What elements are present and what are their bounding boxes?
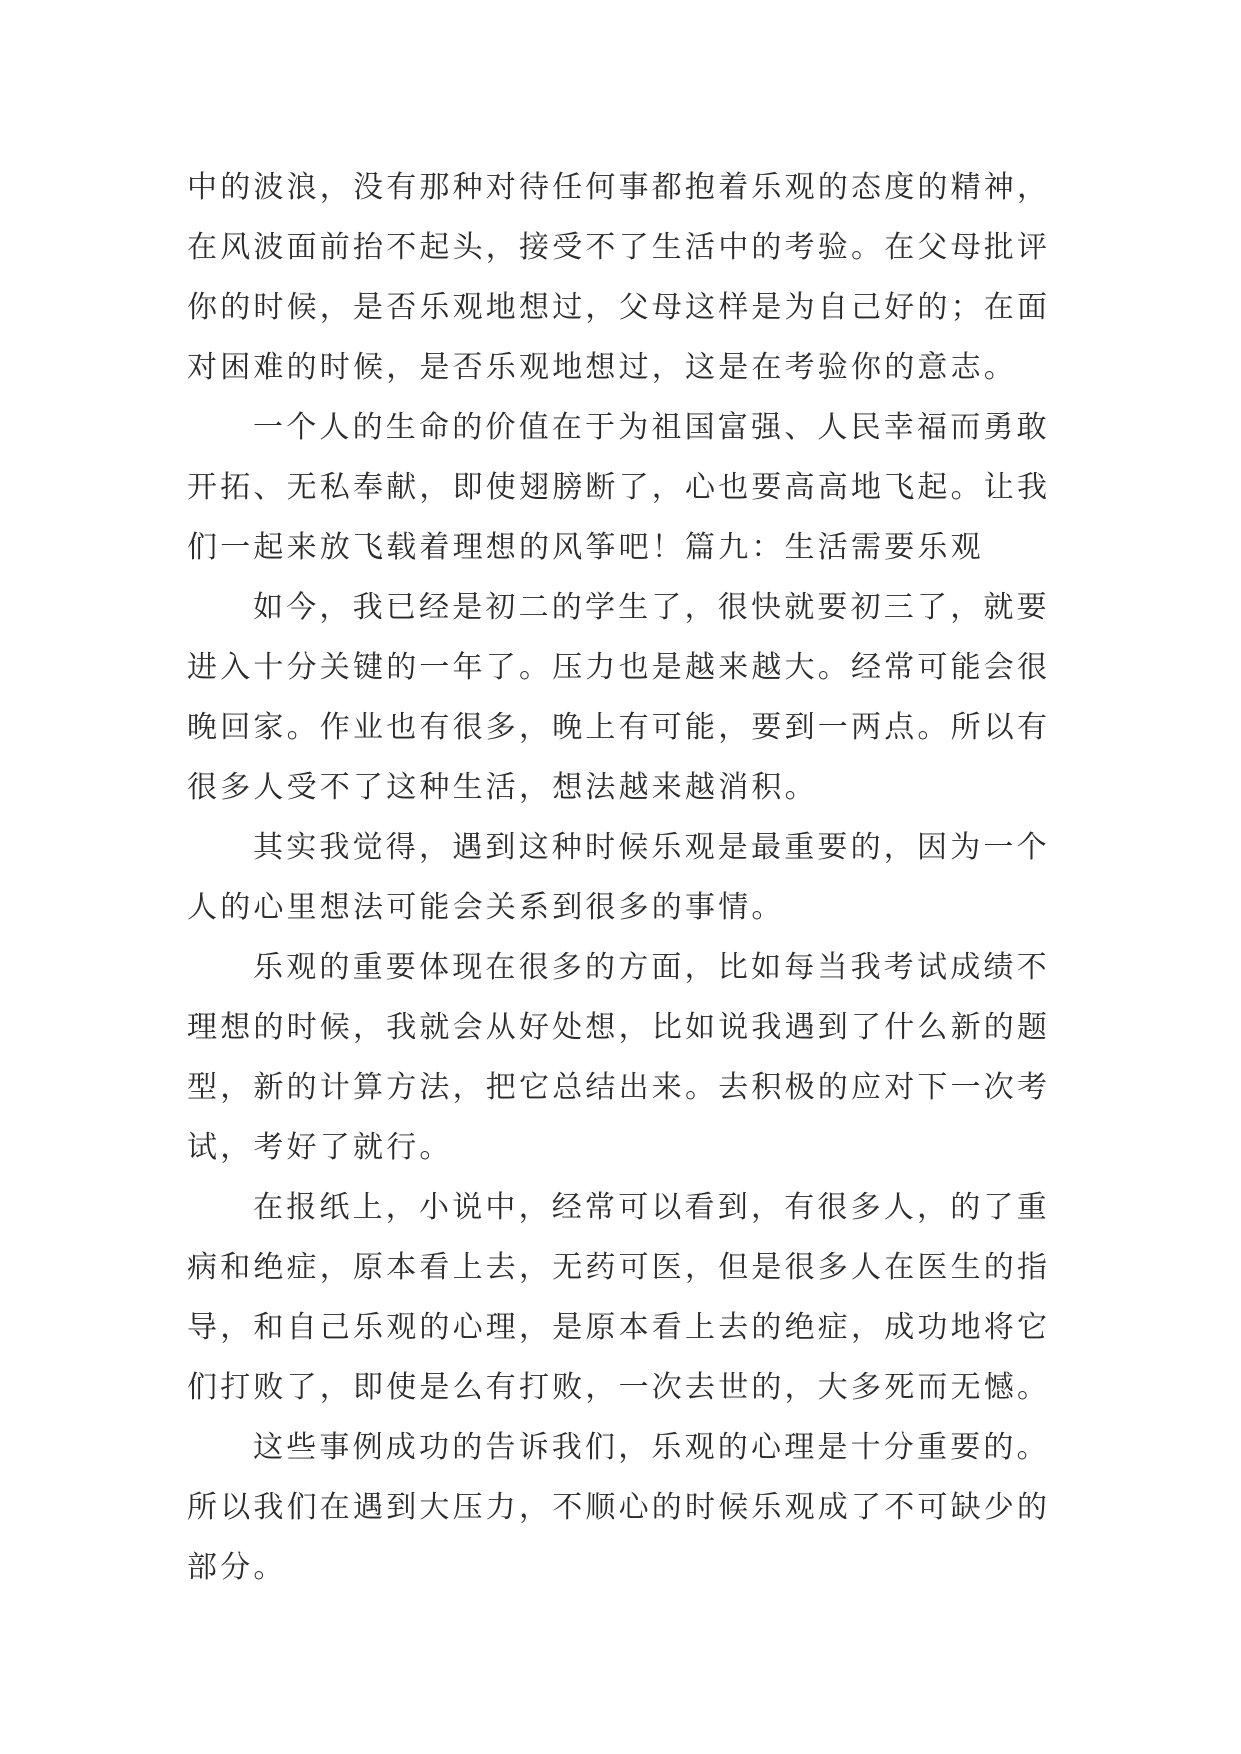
text-line: 人的心里想法可能会关系到很多的事情。 [187,890,785,925]
text-line: 对困难的时候，是否乐观地想过，这是在考验你的意志。 [187,350,1017,385]
text-line: 你的时候，是否乐观地想过，父母这样是为自己好的；在面 [187,290,1051,325]
text-line: 们一起来放飞载着理想的风筝吧！篇九：生活需要乐观 [187,530,984,565]
text-line: 很多人受不了这种生活，想法越来越消积。 [187,770,818,805]
text-line: 型，新的计算方法，把它总结出来。去积极的应对下一次考 [187,1070,1051,1105]
document-body [187,158,1087,1598]
text-line: 在报纸上，小说中，经常可以看到，有很多人，的了重 [253,1190,1050,1225]
text-line: 部分。 [187,1550,287,1585]
text-line: 乐观的重要体现在很多的方面，比如每当我考试成绩不 [253,950,1050,985]
text-line: 病和绝症，原本看上去，无药可医，但是很多人在医生的指 [187,1250,1051,1285]
text-line: 导，和自己乐观的心理，是原本看上去的绝症，成功地将它 [187,1310,1051,1345]
text-line: 所以我们在遇到大压力，不顺心的时候乐观成了不可缺少的 [187,1490,1051,1525]
text-line: 其实我觉得，遇到这种时候乐观是最重要的，因为一个 [253,830,1050,865]
text-line: 开拓、无私奉献，即使翅膀断了，心也要高高地飞起。让我 [187,470,1051,505]
text-line: 理想的时候，我就会从好处想，比如说我遇到了什么新的题 [187,1010,1051,1045]
text-line: 中的波浪，没有那种对待任何事都抱着乐观的态度的精神， [187,170,1051,205]
text-line: 一个人的生命的价值在于为祖国富强、人民幸福而勇敢 [253,410,1050,445]
text-line: 晚回家。作业也有很多，晚上有可能，要到一两点。所以有 [187,710,1051,745]
text-line: 们打败了，即使是么有打败，一次去世的，大多死而无憾。 [187,1370,1051,1405]
text-line: 在风波面前抬不起头，接受不了生活中的考验。在父母批评 [187,230,1051,265]
text-line: 进入十分关键的一年了。压力也是越来越大。经常可能会很 [187,650,1051,685]
text-line: 如今，我已经是初二的学生了，很快就要初三了，就要 [253,590,1050,625]
text-line: 试，考好了就行。 [187,1130,453,1165]
text-line: 这些事例成功的告诉我们，乐观的心理是十分重要的。 [253,1430,1050,1465]
